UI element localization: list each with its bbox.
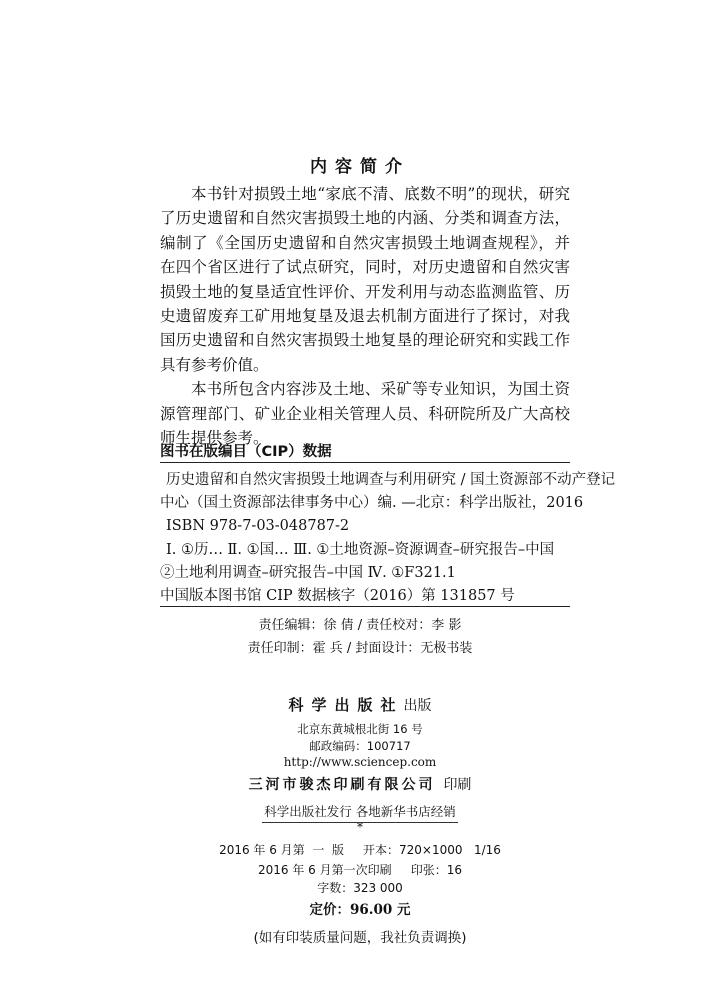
cip-line-subjects: Ⅰ. ①历… Ⅱ. ①国… Ⅲ. ①土地资源–资源调查–研究报告–中国 xyxy=(166,541,555,558)
price: 定价：96.00 元 xyxy=(309,902,411,918)
cip-line-editor: 中心（国土资源部法律事务中心）编. —北京：科学出版社，2016 xyxy=(160,495,584,512)
editors-line-2: 责任印制：霍 兵 / 封面设计：无极书装 xyxy=(247,641,473,656)
publisher-name: 科学出版社 xyxy=(288,696,404,714)
publisher-address: 北京东黄城根北街 16 号 xyxy=(297,722,423,736)
cip-line-title: 历史遗留和自然灾害损毁土地调查与利用研究 / 国土资源部不动产登记 xyxy=(166,472,616,488)
separator-star: * xyxy=(357,820,363,834)
quality-notice: (如有印装质量问题，我社负责调换) xyxy=(253,930,467,946)
spec-line-wordcount: 字数：323 000 xyxy=(317,881,403,895)
intro-title: 内容简介 xyxy=(310,157,410,177)
distribution-line: 科学出版社发行 各地新华书店经销 xyxy=(264,804,456,819)
printer-name: 三河市骏杰印刷有限公司 xyxy=(248,777,436,793)
intro-paragraph-2: 本书所包含内容涉及土地、采矿等专业知识，为国土资源管理部门、矿业企业相关管理人员、科研院所及广大高校师生提供参考。 xyxy=(160,380,570,448)
spec-line-printing: 2016 年 6 月第一次印刷 印张：16 xyxy=(258,863,462,877)
cip-line-isbn: ISBN 978-7-03-048787-2 xyxy=(166,518,350,535)
cip-line-data-number: 中国版本图书馆 CIP 数据核字（2016）第 131857 号 xyxy=(160,588,515,605)
intro-section xyxy=(160,182,570,450)
publisher-postcode: 邮政编码：100717 xyxy=(309,738,411,753)
spec-line-edition: 2016 年 6 月第 一 版 开本：720×1000 1/16 xyxy=(219,843,501,857)
publisher-rule xyxy=(262,822,458,823)
cip-record xyxy=(160,469,616,608)
editors-credits xyxy=(0,614,720,660)
publisher-url: http://www.sciencep.com xyxy=(283,755,437,769)
publisher-name-line xyxy=(0,694,720,715)
editors-line-1: 责任编辑：徐 倩 / 责任校对：李 影 xyxy=(258,618,462,633)
cip-line-classification: ②土地利用调查–研究报告–中国 Ⅳ. ①F321.1 xyxy=(160,564,456,581)
publisher-suffix: 出版 xyxy=(403,698,432,714)
printer-suffix: 印刷 xyxy=(443,777,472,793)
intro-paragraph-1: 本书针对损毁土地“家底不清、底数不明”的现状，研究了历史遗留和自然灾害损毁土地的内涵、分类和调查方法，编制了《全国历史遗留和自然灾害损毁土地调查规程》，并在四个省区进行了试点研究，同时，对历史遗留和自然灾害损毁土地的复垦适宜性评价、开发利用与动态监测监管、历史遗留废弃工矿用地复垦及退去机制方面进行了探讨，对我国历史遗留和自然灾害损毁土地复垦的理论研究和实践工作具有参考价值。 xyxy=(160,185,570,374)
cip-top-rule xyxy=(160,462,570,463)
publisher-info xyxy=(0,694,720,946)
cip-bottom-rule xyxy=(160,606,570,607)
cip-heading: 图书在版编目（CIP）数据 xyxy=(160,444,332,460)
printer-line xyxy=(0,774,720,794)
